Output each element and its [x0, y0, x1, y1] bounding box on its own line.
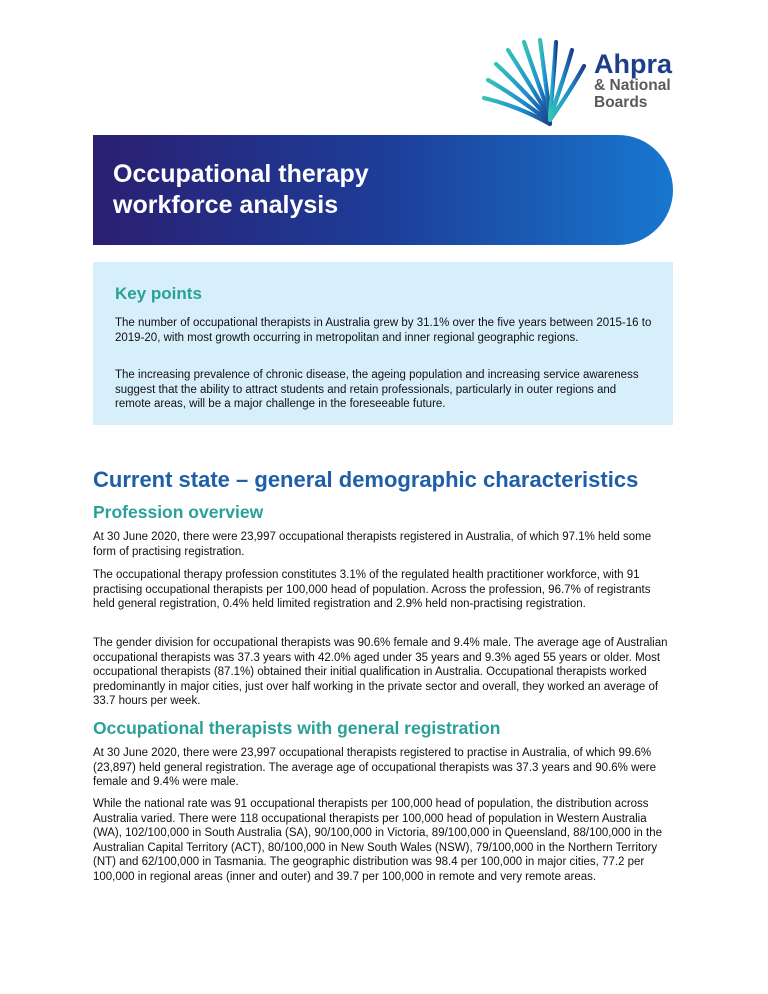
body-paragraph: At 30 June 2020, there were 23,997 occupational therapists registered in Australia, of which 97.1% held some form of practising registration.: [93, 531, 652, 558]
body-paragraph: The gender division for occupational therapists was 90.6% female and 9.4% male. The average age of Australian occupational therapists was 37.3 years with 42.0% aged under 35 years and 9.3% aged 55 years or older. Most occupational therapists (87.1%) obtained their initial qualification in Australia. Occupational therapists worked predominantly in major cities, just over half working in the private sector and overall, they worked an average of 33.7 hours per week.: [93, 637, 668, 707]
title-banner: [93, 135, 673, 245]
key-points-box: [93, 262, 673, 425]
general-registration-heading: Occupational therapists with general registration: [93, 718, 501, 738]
key-points-heading: Key points: [115, 284, 202, 303]
key-point-paragraph: The increasing prevalence of chronic disease, the ageing population and increasing service awareness suggest that the ability to attract students and retain professionals, particularly in outer regions and remote areas, will be a major challenge in the foreseeable future.: [115, 369, 639, 410]
ahpra-logo: [478, 36, 688, 128]
body-paragraph: The occupational therapy profession constitutes 3.1% of the regulated health practitioner workforce, with 91 practising occupational therapists per 100,000 head of population. Across the profession, 96.7% of registrants held general registration, 0.4% held limited registration and 2.9% held non-practising registration.: [93, 569, 651, 610]
body-paragraph: At 30 June 2020, there were 23,997 occupational therapists registered to practise in Australia, of which 99.6% (23,897) held general registration. The average age of occupational therapists was 37.3 years and 90.6% were female and 9.4% were male.: [93, 747, 657, 788]
logo-line-boards: Boards: [594, 93, 648, 111]
profession-overview-heading: Profession overview: [93, 502, 264, 522]
logo-line-national: & National: [594, 77, 671, 95]
section-heading: Current state – general demographic characteristics: [93, 467, 639, 492]
ahpra-fan-icon: [478, 36, 590, 128]
page-title: Occupational therapy workforce analysis: [113, 160, 369, 219]
key-point-paragraph: The number of occupational therapists in Australia grew by 31.1% over the five years between 2015-16 to 2019-20, with most growth occurring in metropolitan and inner regional geographic regions.: [115, 317, 652, 344]
body-paragraph: While the national rate was 91 occupational therapists per 100,000 head of population, the distribution across Australia varied. There were 118 occupational therapists per 100,000 head of population in Western Australia (WA), 102/100,000 in South Australia (SA), 90/100,000 in Victoria, 89/100,000 in Queensland, 88/100,000 in the Australian Capital Territory (ACT), 80/100,000 in New South Wales (NSW), 79/100,000 in the Northern Territory (NT) and 62/100,000 in Tasmania. The geographic distribution was 98.4 per 100,000 in major cities, 77.2 per 100,000 in regional areas (inner and outer) and 39.7 per 100,000 in remote and very remote areas.: [93, 798, 662, 883]
logo-wordmark: Ahpra: [594, 49, 673, 79]
